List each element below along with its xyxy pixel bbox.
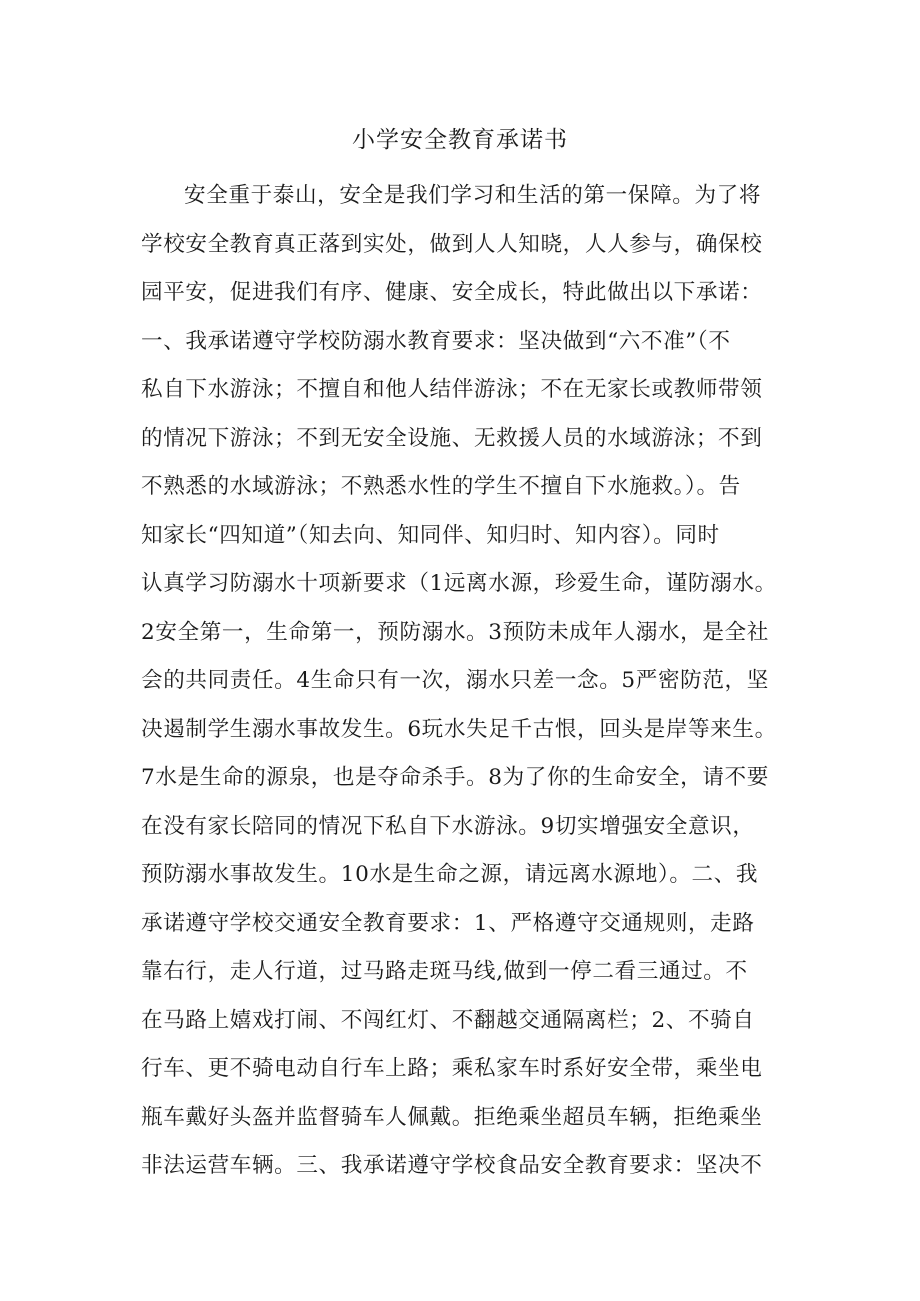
- paragraph-line: 一、我承诺遵守学校防溺水教育要求：坚决做到“六不准”（不: [141, 328, 731, 354]
- paragraph-line: 园平安，促进我们有序、健康、安全成长，特此做出以下承诺：: [141, 280, 763, 305]
- paragraph-line: 瓶车戴好头盔并监督骑车人佩戴。拒绝乘坐超员车辆，拒绝乘坐: [141, 1104, 763, 1130]
- paragraph-line: 在马路上嬉戏打闹、不闯红灯、不翻越交通隔离栏；2、不骑自: [141, 1007, 755, 1033]
- paragraph-line: 2安全第一，生命第一，预防溺水。3预防未成年人溺水，是全社: [141, 619, 769, 645]
- paragraph-line: 学校安全教育真正落到实处，做到人人知晓，人人参与，确保校: [141, 231, 763, 257]
- paragraph-line: 私自下水游泳；不擅自和他人结伴游泳；不在无家长或教师带领: [141, 377, 763, 402]
- paragraph-line: 认真学习防溺水十项新要求（1远离水源，珍爱生命，谨防溺水。: [141, 571, 777, 596]
- paragraph-line: 的情况下游泳；不到无安全设施、无救援人员的水域游泳；不到: [141, 425, 763, 451]
- document-body: [141, 172, 801, 1191]
- paragraph-line: 在没有家长陪同的情况下私自下水游泳。9切实增强安全意识，: [141, 813, 755, 839]
- paragraph-line: 决遏制学生溺水事故发生。6玩水失足千古恨，回头是岸等来生。: [141, 716, 777, 742]
- document-title: 小学安全教育承诺书: [352, 127, 568, 153]
- paragraph-line: 预防溺水事故发生。10水是生命之源，请远离水源地）。二、我: [141, 862, 759, 887]
- paragraph-line: 承诺遵守学校交通安全教育要求：1、严格遵守交通规则，走路: [141, 910, 755, 936]
- paragraph-line: 非法运营车辆。三、我承诺遵守学校食品安全教育要求：坚决不: [141, 1153, 763, 1178]
- paragraph-line: 安全重于泰山，安全是我们学习和生活的第一保障。为了将: [184, 183, 762, 208]
- paragraph-line: 会的共同责任。4生命只有一次，溺水只差一念。5严密防范，坚: [141, 668, 769, 693]
- paragraph-line: 知家长“四知道”（知去向、知同伴、知归时、知内容）。同时: [141, 522, 720, 548]
- paragraph-line: 行车、更不骑电动自行车上路；乘私家车时系好安全带，乘坐电: [141, 1056, 763, 1081]
- paragraph-line: 靠右行，走人行道，过马路走斑马线,做到一停二看三通过。不: [141, 959, 748, 984]
- paragraph-line: 7水是生命的源泉，也是夺命杀手。8为了你的生命安全，请不要: [141, 765, 769, 790]
- paragraph-line: 不熟悉的水域游泳；不熟悉水性的学生不擅自下水施救。）。告: [141, 474, 741, 499]
